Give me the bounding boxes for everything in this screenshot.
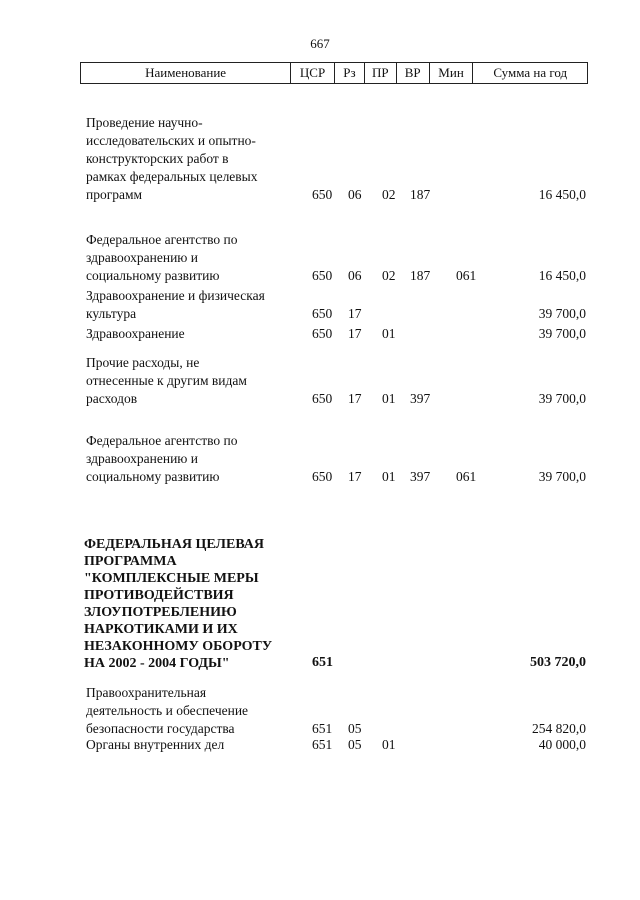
table-row [0,287,640,323]
row-name-line: социальному развитию [86,268,220,283]
cell-csr: 650 [312,391,333,406]
row-name [86,114,300,204]
column-header-rz: Рз [335,63,365,83]
row-name-line: исследовательских и опытно- [86,133,256,148]
row-name-line: НЕЗАКОННОМУ ОБОРОТУ [84,639,273,654]
table-row [0,231,640,285]
row-name [86,736,300,754]
row-name [86,432,300,486]
row-name-line: социальному развитию [86,469,220,484]
cell-pr: 02 [382,268,396,283]
row-name-line: конструкторских работ в [86,151,229,166]
row-name-line: деятельность и обеспечение [86,703,249,718]
table-row [0,432,640,486]
cell-rz: 17 [348,391,362,406]
row-name-line: ПРОТИВОДЕЙСТВИЯ [84,588,234,603]
cell-rz: 05 [348,737,362,752]
row-name-line: расходов [86,391,138,406]
row-name-line: ЗЛОУПОТРЕБЛЕНИЮ [84,605,237,620]
cell-csr: 650 [312,268,333,283]
table-row [0,325,640,343]
row-name [86,325,300,343]
cell-rz: 17 [348,469,362,484]
row-name-line: ПРОГРАММА [84,554,177,569]
table-header [80,62,588,84]
row-name-line: Правоохранительная [86,685,207,700]
cell-vr: 397 [410,469,431,484]
cell-sum: 503 720,0 [530,655,586,670]
column-header-pr: ПР [365,63,397,83]
cell-vr: 187 [410,187,431,202]
cell-min: 061 [456,268,477,283]
row-name [84,536,298,672]
row-name-line: Здравоохранение и физическая [86,288,265,303]
row-name-line: Федеральное агентство по [86,232,238,247]
cell-pr: 01 [382,737,396,752]
row-name-line: рамках федеральных целевых [86,169,258,184]
cell-csr: 651 [312,721,333,736]
page-number: 667 [310,36,330,51]
cell-csr: 651 [312,655,333,670]
row-name-line: безопасности государства [86,721,235,736]
row-name-line: ФЕДЕРАЛЬНАЯ ЦЕЛЕВАЯ [84,537,264,552]
cell-vr: 397 [410,391,431,406]
cell-csr: 650 [312,326,333,341]
row-name-line: Органы внутренних дел [86,737,225,752]
cell-rz: 05 [348,721,362,736]
column-header-vr: ВР [397,63,430,83]
column-header-min: Мин [430,63,474,83]
row-name-line: НА 2002 - 2004 ГОДЫ" [84,656,230,671]
cell-csr: 650 [312,306,333,321]
cell-sum: 39 700,0 [538,306,586,321]
row-name-line: отнесенные к другим видам [86,373,247,388]
column-header-sum: Сумма на год [493,65,568,80]
cell-pr: 01 [382,469,396,484]
column-header-csr: ЦСР [291,63,335,83]
cell-csr: 651 [312,737,333,752]
cell-sum: 16 450,0 [538,268,586,283]
table-row [0,114,640,204]
row-name-line: программ [86,187,143,202]
row-name [86,684,300,738]
cell-csr: 650 [312,469,333,484]
row-name [86,231,300,285]
row-name-line: Прочие расходы, не [86,355,200,370]
row-name-line: Проведение научно- [86,115,203,130]
cell-pr: 01 [382,326,396,341]
cell-sum: 39 700,0 [538,469,586,484]
table-row [0,736,640,754]
cell-rz: 17 [348,306,362,321]
table-row [0,354,640,408]
cell-rz: 17 [348,326,362,341]
cell-sum: 39 700,0 [538,391,586,406]
row-name-line: культура [86,306,137,321]
row-name [86,354,300,408]
row-name-line: здравоохранению и [86,250,198,265]
cell-min: 061 [456,469,477,484]
cell-pr: 01 [382,391,396,406]
table-row [0,536,640,672]
column-header-name: Наименование [81,63,291,83]
row-name-line: НАРКОТИКАМИ И ИХ [84,622,238,637]
row-name-line: "КОМПЛЕКСНЫЕ МЕРЫ [84,571,259,586]
cell-rz: 06 [348,187,362,202]
cell-rz: 06 [348,268,362,283]
cell-vr: 187 [410,268,431,283]
cell-csr: 650 [312,187,333,202]
cell-sum: 40 000,0 [538,737,586,752]
cell-pr: 02 [382,187,396,202]
cell-sum: 39 700,0 [538,326,586,341]
cell-sum: 16 450,0 [538,187,586,202]
row-name [86,287,300,323]
cell-sum: 254 820,0 [532,721,586,736]
row-name-line: Здравоохранение [86,326,185,341]
table-row [0,684,640,738]
row-name-line: Федеральное агентство по [86,433,238,448]
row-name-line: здравоохранению и [86,451,198,466]
